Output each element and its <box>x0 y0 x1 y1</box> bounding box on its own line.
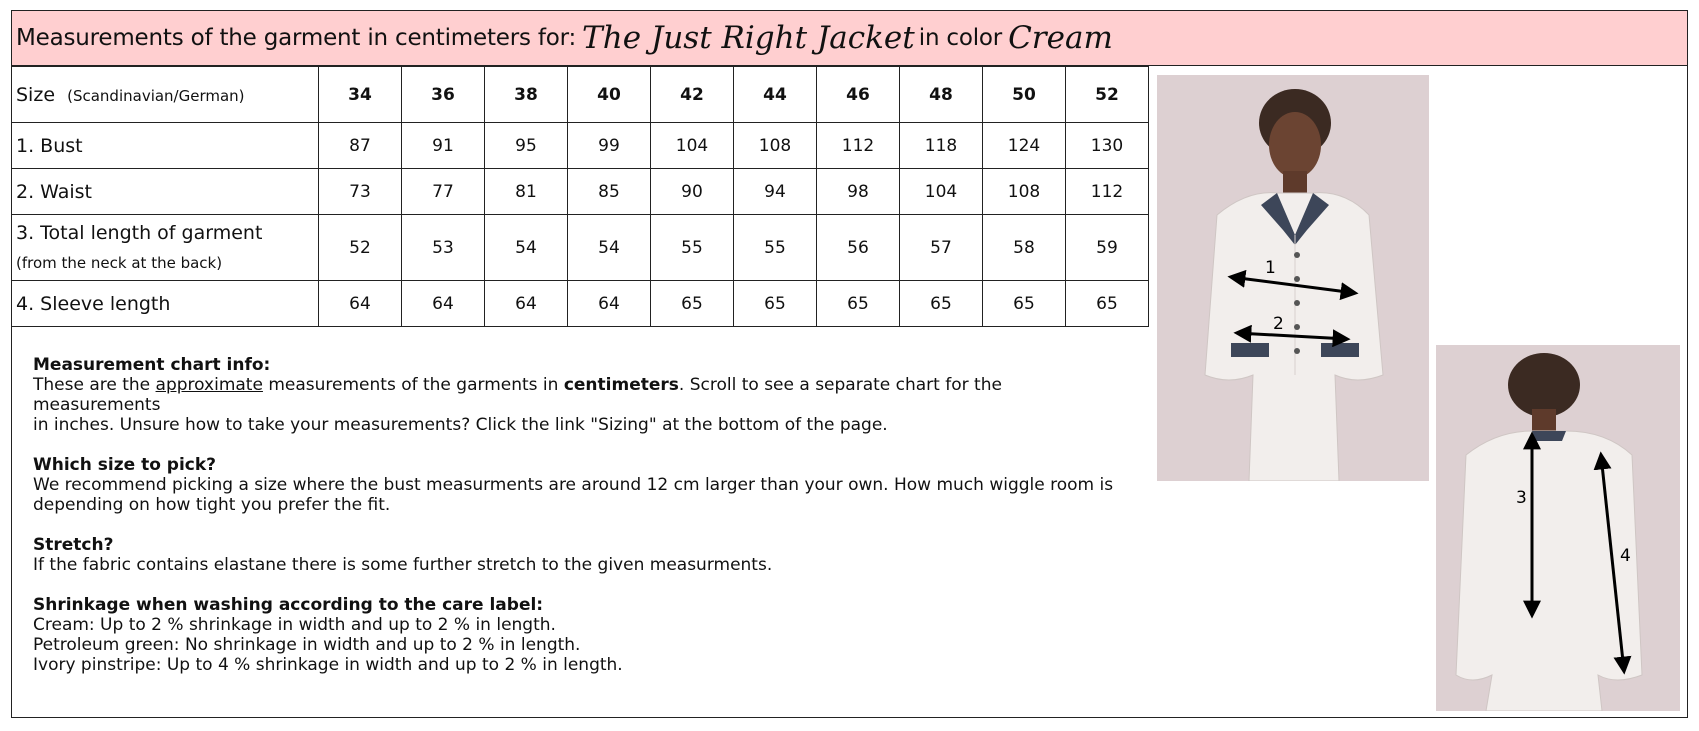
table-cell: 104 <box>900 169 983 215</box>
size-col-header: 34 <box>319 67 402 123</box>
row-sublabel: (from the neck at the back) <box>16 253 223 272</box>
table-cell: 55 <box>651 215 734 281</box>
table-cell: 112 <box>1066 169 1149 215</box>
approximate-text: approximate <box>155 375 263 395</box>
front-view-illustration <box>1157 75 1429 481</box>
table-cell: 64 <box>485 281 568 327</box>
info-text: These are the <box>33 375 156 395</box>
table-cell: 64 <box>402 281 485 327</box>
size-col-header: 48 <box>900 67 983 123</box>
info-shrink-title: Shrinkage when washing according to the care label: <box>33 595 544 615</box>
table-cell: 108 <box>983 169 1066 215</box>
table-cell: 85 <box>568 169 651 215</box>
row-label: 1. Bust <box>12 123 319 169</box>
table-cell: 58 <box>983 215 1066 281</box>
front-view-photo <box>1157 75 1429 481</box>
table-cell: 94 <box>734 169 817 215</box>
table-cell: 65 <box>1066 281 1149 327</box>
size-label: Size <box>16 83 56 106</box>
header-prefix: Measurements of the garment in centimeters for: <box>16 25 577 51</box>
size-label-cell <box>12 67 319 123</box>
table-cell: 52 <box>319 215 402 281</box>
info-shrink <box>33 595 1133 675</box>
table-cell: 59 <box>1066 215 1149 281</box>
table-cell: 55 <box>734 215 817 281</box>
info-stretch-title: Stretch? <box>33 535 114 555</box>
size-col-header: 46 <box>817 67 900 123</box>
table-cell: 57 <box>900 215 983 281</box>
table-cell: 108 <box>734 123 817 169</box>
table-cell: 65 <box>651 281 734 327</box>
table-cell: 56 <box>817 215 900 281</box>
table-row-length <box>12 215 1149 281</box>
back-view-photo <box>1436 345 1680 711</box>
info-pick <box>33 455 1133 515</box>
table-cell: 98 <box>817 169 900 215</box>
info-stretch <box>33 535 1133 575</box>
info-pick-title: Which size to pick? <box>33 455 217 475</box>
table-cell: 90 <box>651 169 734 215</box>
table-cell: 118 <box>900 123 983 169</box>
table-cell: 99 <box>568 123 651 169</box>
table-cell: 87 <box>319 123 402 169</box>
info-section <box>33 355 1133 695</box>
row-label: 2. Waist <box>12 169 319 215</box>
mark-4: 4 <box>1620 546 1631 566</box>
table-cell: 65 <box>983 281 1066 327</box>
row-label: 3. Total length of garment <box>16 221 263 244</box>
info-text: depending on how tight you prefer the fit. <box>33 495 391 515</box>
table-cell: 54 <box>485 215 568 281</box>
table-cell: 53 <box>402 215 485 281</box>
table-cell: 54 <box>568 215 651 281</box>
size-table <box>11 66 1149 327</box>
table-cell: 65 <box>817 281 900 327</box>
row-label: 4. Sleeve length <box>12 281 319 327</box>
size-system: (Scandinavian/German) <box>67 86 245 105</box>
chart-header <box>12 11 1687 66</box>
size-col-header: 38 <box>485 67 568 123</box>
table-cell: 64 <box>319 281 402 327</box>
size-col-header: 36 <box>402 67 485 123</box>
size-col-header: 52 <box>1066 67 1149 123</box>
centimeters-text: centimeters <box>563 375 679 395</box>
back-view-illustration <box>1436 345 1680 711</box>
table-cell: 77 <box>402 169 485 215</box>
table-cell: 124 <box>983 123 1066 169</box>
table-cell: 95 <box>485 123 568 169</box>
table-cell: 112 <box>817 123 900 169</box>
table-cell: 73 <box>319 169 402 215</box>
info-text: Petroleum green: No shrinkage in width and up to 2 % in length. <box>33 635 581 655</box>
info-chart-title: Measurement chart info: <box>33 355 271 375</box>
size-col-header: 44 <box>734 67 817 123</box>
info-text: measurements of the garments in <box>262 375 564 395</box>
table-cell: 81 <box>485 169 568 215</box>
table-cell: 130 <box>1066 123 1149 169</box>
row-label-cell <box>12 215 319 281</box>
table-row-bust <box>12 123 1149 169</box>
table-cell: 64 <box>568 281 651 327</box>
table-cell: 104 <box>651 123 734 169</box>
header-middle: in color <box>918 25 1003 51</box>
info-text: We recommend picking a size where the bust measurments are around 12 cm larger than your own. How much wiggle room is <box>33 475 1114 495</box>
table-cell: 91 <box>402 123 485 169</box>
size-header-row <box>12 67 1149 123</box>
size-col-header: 42 <box>651 67 734 123</box>
color-name: Cream <box>1008 20 1113 56</box>
size-col-header: 40 <box>568 67 651 123</box>
table-row-waist <box>12 169 1149 215</box>
product-name: The Just Right Jacket <box>582 20 915 56</box>
mark-3: 3 <box>1516 488 1527 508</box>
info-text: Ivory pinstripe: Up to 4 % shrinkage in width and up to 2 % in length. <box>33 655 623 675</box>
table-row-sleeve <box>12 281 1149 327</box>
mark-2: 2 <box>1273 314 1284 334</box>
info-chart <box>33 355 1133 435</box>
size-col-header: 50 <box>983 67 1066 123</box>
info-text: . Scroll to see a separate chart for the measurements <box>33 375 1002 415</box>
info-text: in inches. Unsure how to take your measurements? Click the link "Sizing" at the bottom of the page. <box>33 415 888 435</box>
info-text: If the fabric contains elastane there is some further stretch to the given measurments. <box>33 555 773 575</box>
table-cell: 65 <box>734 281 817 327</box>
info-text: Cream: Up to 2 % shrinkage in width and up to 2 % in length. <box>33 615 556 635</box>
mark-1: 1 <box>1265 258 1276 278</box>
table-cell: 65 <box>900 281 983 327</box>
